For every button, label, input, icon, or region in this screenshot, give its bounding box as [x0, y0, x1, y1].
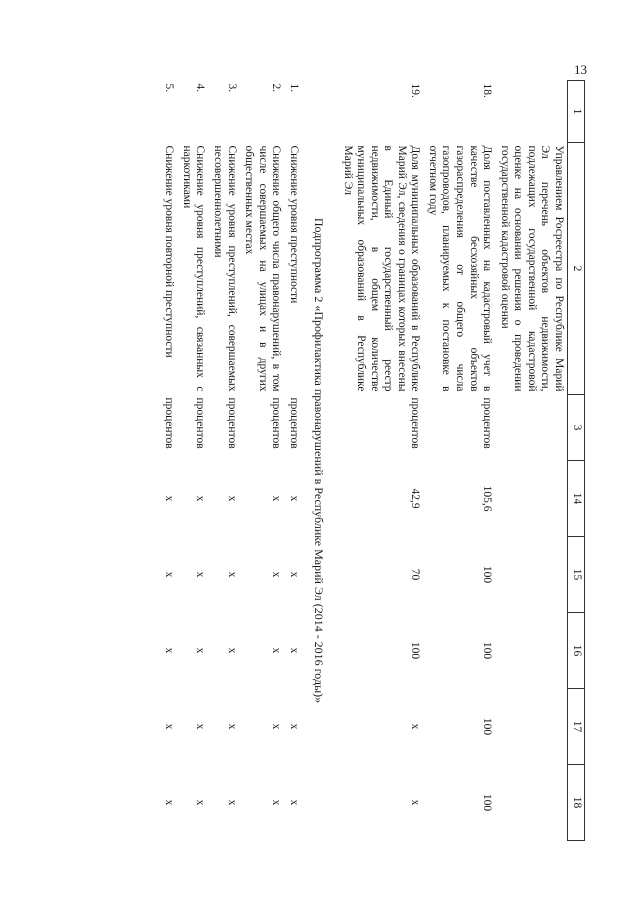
indicator-name: Снижение уровня повторной преступности	[163, 145, 176, 358]
indicator-name: Снижение уровня преступлений, совершаемых несовершеннолетними	[212, 145, 238, 392]
value-14: 42,9	[409, 488, 422, 509]
value-18: x	[225, 799, 238, 806]
unit-cell: процентов	[163, 397, 176, 449]
value-14: x	[194, 495, 207, 502]
unit-cell	[495, 395, 567, 461]
table-row	[338, 81, 423, 841]
row-number: 3.	[225, 83, 238, 93]
table-row	[423, 81, 495, 841]
table-row	[177, 81, 208, 841]
header-cell: 2	[568, 143, 585, 395]
value-16: 100	[481, 641, 494, 660]
header-cell: 3	[568, 395, 585, 461]
unit-cell: процентов	[481, 397, 494, 449]
value-18: 100	[481, 793, 494, 812]
value-18: x	[270, 799, 283, 806]
value-14: x	[287, 495, 300, 502]
unit-cell: процентов	[270, 397, 283, 449]
value-15: x	[163, 571, 176, 578]
value-16: x	[163, 647, 176, 654]
value-14	[495, 461, 567, 537]
indicator-table	[160, 80, 585, 841]
subprogram-title: Подпрограмма 2 «Профилактика правонарушений в Республике Марий Эл (2014 - 2016 годы)»	[312, 217, 326, 704]
value-16: x	[194, 647, 207, 654]
table-row	[160, 81, 178, 841]
page-number: 13	[574, 62, 587, 77]
indicator-name: Доля муниципальных образований в Республике Марий Эл, сведения о границах которых внесены в Единый государственный реестр недвижимости, в общем количестве муниципальных образований в Республике Марий Эл	[341, 145, 422, 392]
value-17: x	[270, 723, 283, 730]
row-number: 18.	[481, 83, 494, 98]
value-18: x	[163, 799, 176, 806]
indicator-name: Снижение уровня преступности	[287, 145, 300, 304]
value-15: x	[194, 571, 207, 578]
value-16: x	[225, 647, 238, 654]
indicator-name: Снижение общего числа правонарушений, в том числе совершаемых на улицах и в других общественных местах	[243, 145, 283, 392]
value-14: 105,6	[481, 485, 494, 512]
header-cell: 14	[568, 461, 585, 537]
indicator-name: Управлением Росреестра по Республике Марий Эл перечень объектов недвижимости, подлежащих государственной кадастровой оценке на основании решения о проведении государственной кадастровой оценки	[498, 145, 565, 392]
value-14: x	[225, 495, 238, 502]
value-15: x	[225, 571, 238, 578]
row-number: 2.	[270, 83, 283, 93]
row-number: 1.	[287, 83, 300, 93]
value-18: x	[409, 799, 422, 806]
value-14: x	[270, 495, 283, 502]
table-row	[240, 81, 285, 841]
subprogram-row	[302, 81, 338, 841]
value-15	[495, 537, 567, 613]
unit-cell: процентов	[409, 397, 422, 449]
value-15: x	[270, 571, 283, 578]
value-17: x	[225, 723, 238, 730]
header-cell: 16	[568, 613, 585, 689]
header-cell: 1	[568, 81, 585, 143]
value-15: 100	[481, 565, 494, 584]
value-17: x	[287, 723, 300, 730]
indicator-name: Доля поставленных на кадастровый учет в качестве бесхозяйных объектов газораспределения от общего числа газопроводов, планируемых к постановке в отчетном году	[426, 145, 494, 392]
unit-cell: процентов	[287, 397, 300, 449]
value-16: x	[270, 647, 283, 654]
table-row	[284, 81, 302, 841]
row-number: 4.	[194, 83, 207, 93]
row-number: 19.	[409, 83, 422, 98]
value-16	[495, 613, 567, 689]
header-cell: 15	[568, 537, 585, 613]
value-17: 100	[481, 717, 494, 736]
unit-cell: процентов	[194, 397, 207, 449]
table-row	[495, 81, 567, 841]
unit-cell: процентов	[225, 397, 238, 449]
row-number	[495, 81, 567, 143]
value-14: x	[163, 495, 176, 502]
value-17: x	[163, 723, 176, 730]
header-cell: 18	[568, 765, 585, 841]
value-15: x	[287, 571, 300, 578]
value-15: 70	[409, 568, 422, 581]
value-17	[495, 689, 567, 765]
value-16: x	[287, 647, 300, 654]
table-row	[208, 81, 239, 841]
indicator-name: Снижение уровня преступлений, связанных с наркотиками	[180, 145, 207, 392]
value-17: x	[409, 723, 422, 730]
value-18	[495, 765, 567, 841]
value-18: x	[287, 799, 300, 806]
rotated-table-sheet	[115, 80, 585, 840]
value-18: x	[194, 799, 207, 806]
value-16: 100	[409, 641, 422, 660]
value-17: x	[194, 723, 207, 730]
table-header-row	[568, 81, 585, 841]
row-number: 5.	[163, 83, 176, 93]
header-cell: 17	[568, 689, 585, 765]
